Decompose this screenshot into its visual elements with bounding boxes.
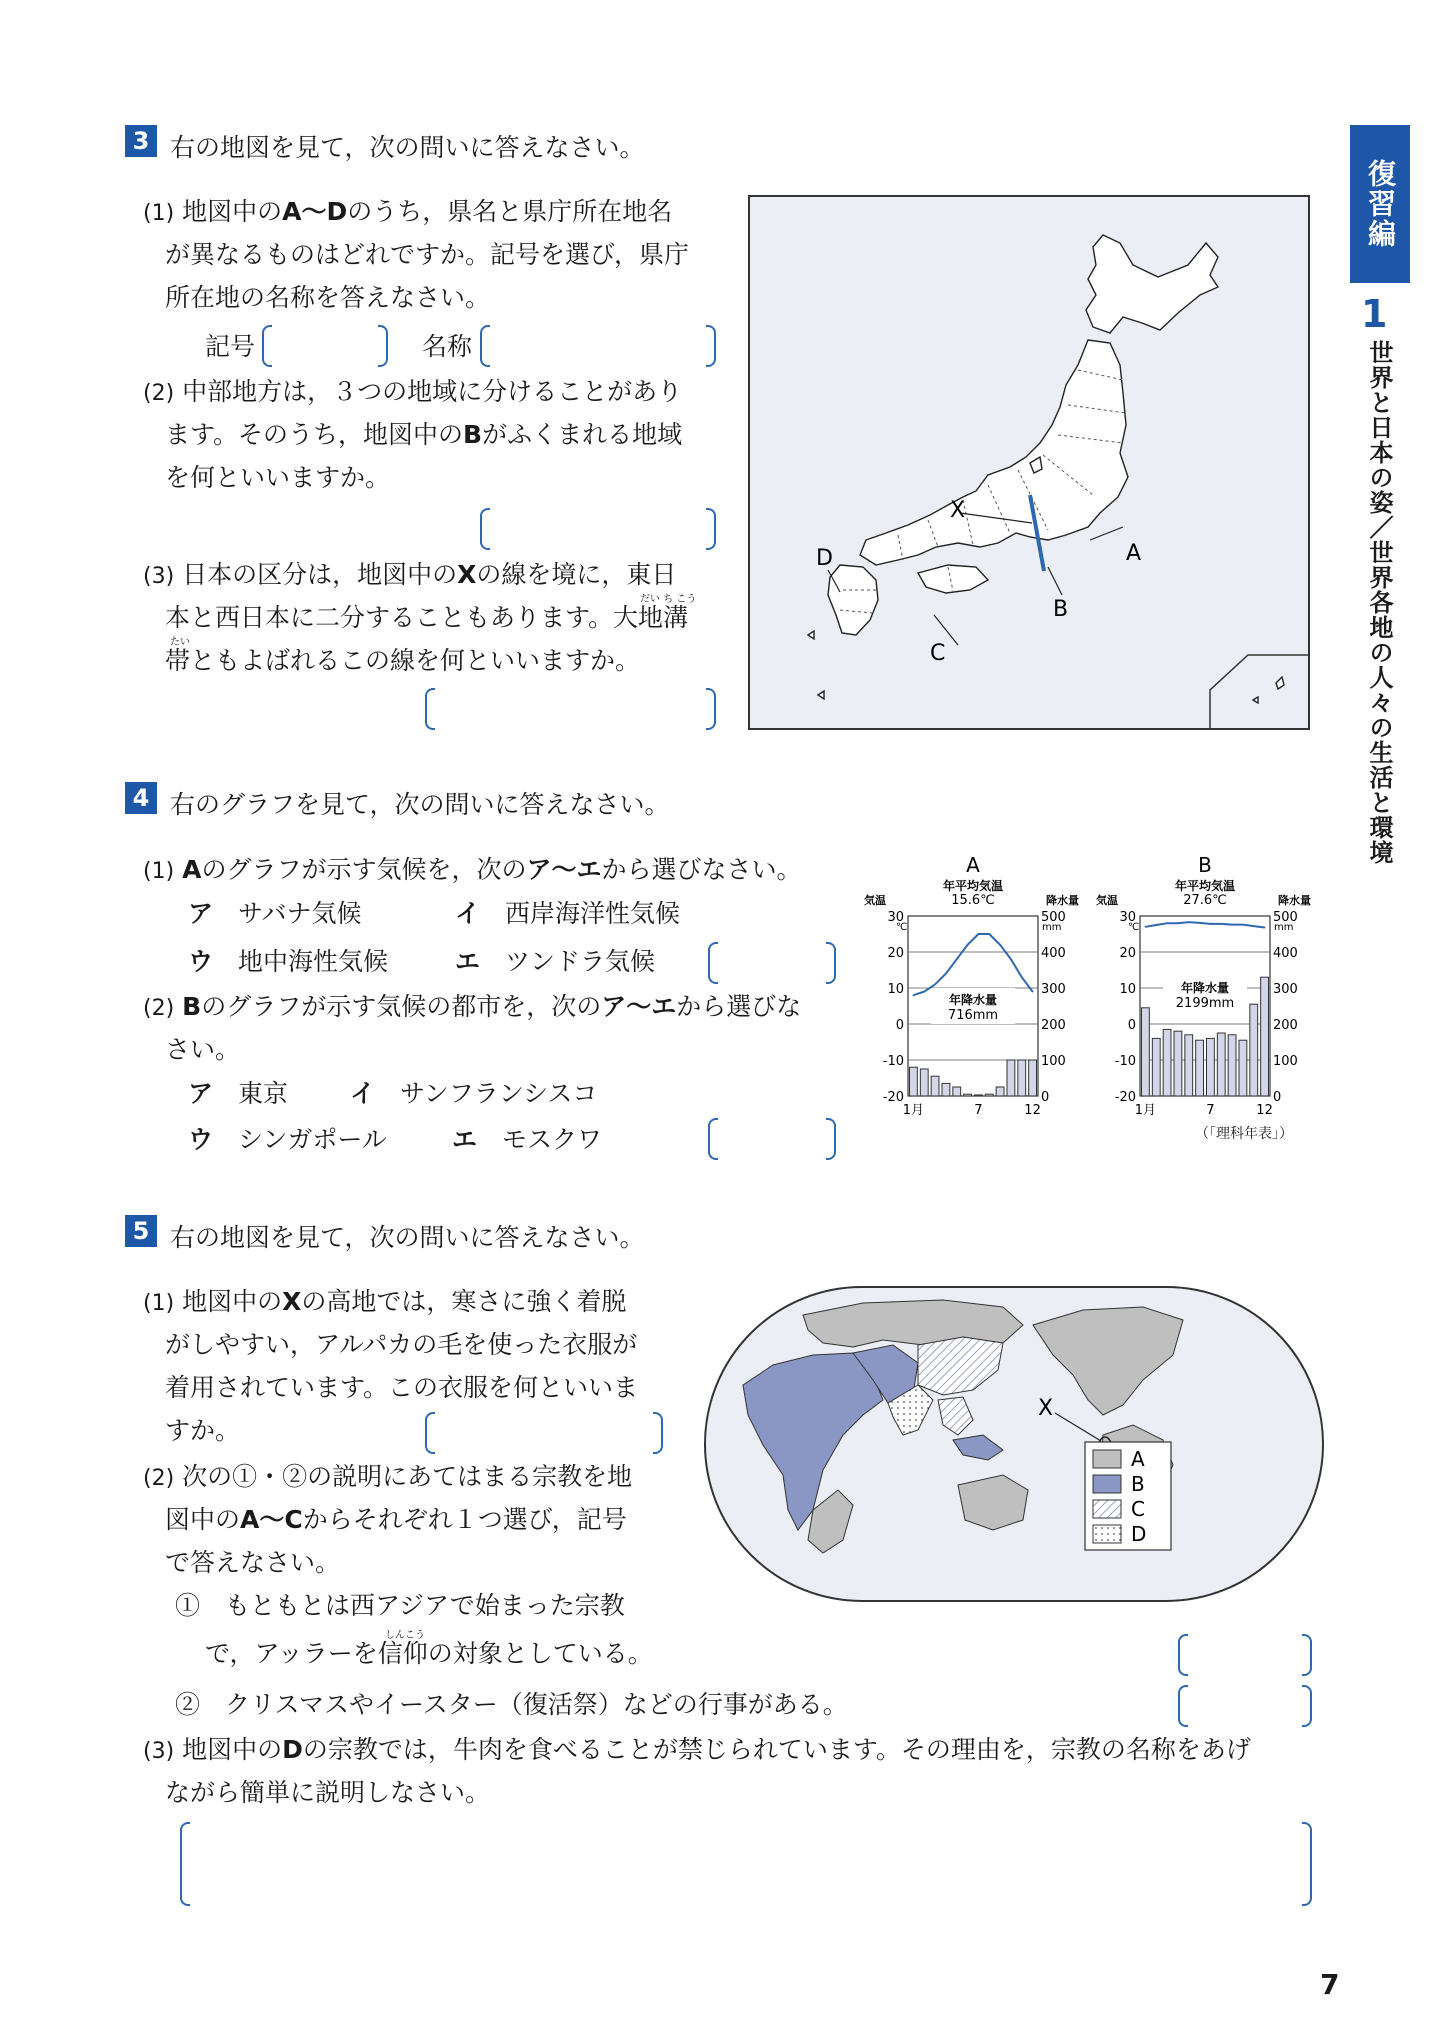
legend-swatch-d: [1093, 1525, 1121, 1543]
option-i: [455, 892, 680, 935]
right-tick-label: 100: [1041, 1054, 1066, 1069]
answer-bracket-close: [378, 325, 388, 367]
annotation-value: 2199mm: [1175, 996, 1235, 1011]
annotation-label: 年降水量: [1180, 981, 1230, 995]
s4-q2-line1: [143, 985, 801, 1030]
precipitation-bar: [1261, 977, 1269, 1096]
precipitation-bar: [1174, 1031, 1182, 1096]
s5-q2-choice1-line2: で，アッラーを信仰の対象としている。: [205, 1639, 653, 1668]
s5-q3-line2: ながら簡単に説明しなさい。: [165, 1778, 491, 1807]
answer-box-kigo[interactable]: [270, 325, 380, 367]
left-tick-label: -10: [1114, 1054, 1136, 1069]
chart-subtitle-value: 15.6℃: [951, 893, 995, 908]
ruby-daichiko: だい ち こう: [640, 594, 697, 605]
left-axis-title: 気温: [1096, 894, 1118, 907]
chart-source: （「理科年表」）: [1195, 1126, 1293, 1142]
temperature-point: [945, 973, 947, 975]
temperature-point: [1032, 991, 1034, 993]
x-tick-label: 1月: [1134, 1103, 1157, 1118]
right-unit: mm: [1274, 922, 1294, 933]
legend-label-b: B: [1131, 1472, 1145, 1496]
text: のグラフが示す気候を，次の: [201, 855, 527, 884]
left-tick-label: 10: [1119, 982, 1136, 997]
right-tick-label: 400: [1273, 946, 1298, 961]
s3-q2-line2: [165, 413, 682, 456]
chart-subtitle: 年平均気温: [942, 879, 1004, 893]
option-key: エ: [452, 1125, 478, 1154]
chapter-number: 1: [1361, 292, 1388, 336]
text: 地図中の: [182, 1735, 283, 1764]
option-u: [188, 940, 388, 983]
text: の線を境に，東日: [476, 560, 677, 589]
precipitation-bar: [1196, 1040, 1204, 1096]
text: B: [182, 992, 202, 1021]
s5-q3-line1: [143, 1728, 1251, 1773]
review-tab: 復習編: [1350, 125, 1410, 283]
left-tick-label: 20: [1119, 946, 1136, 961]
s3-q1-line2: が異なるものはどれですか。記号を選び，県庁: [165, 240, 690, 269]
precipitation-bar: [1018, 1060, 1026, 1096]
option-a: [188, 892, 362, 935]
temperature-point: [1188, 921, 1190, 923]
text: D: [282, 1735, 303, 1764]
temperature-point: [1220, 923, 1222, 925]
temperature-point: [1231, 924, 1233, 926]
answer-box-q2[interactable]: [488, 508, 708, 550]
annotation-label: 年降水量: [948, 993, 998, 1007]
text: B: [463, 420, 483, 449]
precipitation-bar: [1217, 1033, 1225, 1096]
s5-q2-line1: [143, 1455, 632, 1500]
answer-bracket-close: [706, 508, 716, 550]
text: から選びなさい。: [601, 855, 802, 884]
s4-q2-line2: さい。: [165, 1035, 241, 1064]
precipitation-bar: [1142, 1008, 1150, 1096]
text: 日本の区分は，地図中の: [182, 560, 458, 589]
temperature-point: [1253, 925, 1255, 927]
text: からそれぞれ１つ選び，記号: [302, 1505, 627, 1534]
chart-title: B: [1198, 853, 1212, 877]
q-number: (1): [143, 201, 175, 226]
s3-q2-line1: [143, 370, 682, 415]
precipitation-bar: [953, 1087, 961, 1096]
precipitation-bar: [1228, 1035, 1236, 1096]
option-value: ツンドラ気候: [505, 947, 656, 976]
option-key: ア: [188, 1079, 214, 1108]
option-e: [452, 1118, 602, 1161]
right-tick-label: 300: [1273, 982, 1298, 997]
precipitation-bar: [1152, 1038, 1160, 1096]
answer-box-s4q2[interactable]: [716, 1118, 828, 1160]
precipitation-bar: [931, 1076, 939, 1096]
s5-q1-line2: がしやすい，アルパカの毛を使った衣服が: [165, 1330, 638, 1359]
section-4-heading: 右のグラフを見て，次の問いに答えなさい。: [170, 790, 670, 819]
precipitation-bar: [1207, 1038, 1215, 1096]
map-label-a: A: [1126, 541, 1142, 566]
x-tick-label: 7: [974, 1103, 983, 1118]
left-tick-label: -20: [882, 1090, 904, 1105]
s5-q2-line3: で答えなさい。: [165, 1548, 341, 1577]
answer-bracket-close: [706, 688, 716, 730]
answer-box-meisho[interactable]: [488, 325, 708, 367]
temperature-point: [999, 944, 1001, 946]
legend-swatch-b: [1093, 1475, 1121, 1493]
text: 地図中の: [182, 1287, 283, 1316]
japan-map: [748, 195, 1310, 730]
chart-title: A: [966, 853, 980, 877]
temperature-point: [1210, 923, 1212, 925]
legend-swatch-c: [1093, 1500, 1121, 1518]
q-number: (2): [143, 381, 175, 406]
answer-bracket-close: [1302, 1685, 1312, 1727]
text: X: [282, 1287, 302, 1316]
text: A～C: [240, 1505, 303, 1534]
temperature-point: [956, 958, 958, 960]
temperature-point: [1242, 924, 1244, 926]
option-key: ウ: [188, 1125, 214, 1154]
left-tick-label: 0: [1127, 1018, 1136, 1033]
left-tick-label: 10: [887, 982, 904, 997]
s5-q1-line1: [143, 1280, 626, 1325]
right-unit: mm: [1042, 922, 1062, 933]
option-e: [455, 940, 655, 983]
text: 図中の: [165, 1505, 241, 1534]
s5-q2-choice1-line1: ① もともとは西アジアで始まった宗教: [175, 1591, 625, 1620]
q-number: (1): [143, 1291, 175, 1316]
annotation-value: 716mm: [947, 1008, 999, 1023]
temperature-point: [934, 984, 936, 986]
section-4-number: 4: [125, 782, 157, 814]
option-key: ア: [188, 899, 214, 928]
text: の宗教では，牛肉を食べることが禁じられています。その理由を，宗教の名称をあげ: [302, 1735, 1251, 1764]
precipitation-bar: [996, 1087, 1004, 1096]
x-tick-label: 12: [1024, 1103, 1041, 1118]
precipitation-bar: [942, 1083, 950, 1096]
temperature-point: [1199, 922, 1201, 924]
right-tick-label: 200: [1273, 1018, 1298, 1033]
chart-subtitle-value: 27.6℃: [1183, 893, 1227, 908]
option-value: 西岸海洋性気候: [505, 899, 681, 928]
answer-box-q3[interactable]: [433, 688, 708, 730]
page-number: 7: [1320, 1968, 1340, 2001]
q-number: (1): [143, 859, 175, 884]
right-tick-label: 300: [1041, 982, 1066, 997]
section-3-number: 3: [125, 125, 157, 157]
text: から選びな: [676, 992, 802, 1021]
climate-chart-b: [1092, 848, 1317, 1130]
option-value: モスクワ: [502, 1125, 603, 1154]
right-tick-label: 0: [1041, 1090, 1050, 1105]
left-tick-label: -20: [1114, 1090, 1136, 1105]
kigo-label: 記号: [205, 332, 256, 361]
s3-q2-line3: を何といいますか。: [165, 463, 391, 492]
precipitation-bar: [975, 1095, 983, 1096]
region-a-australia: [958, 1475, 1028, 1530]
legend-label-a: A: [1131, 1447, 1145, 1471]
option-value: シンガポール: [238, 1125, 387, 1154]
x-tick-label: 12: [1256, 1103, 1273, 1118]
map-label-b: B: [1053, 597, 1069, 622]
text: ア～エ: [601, 992, 677, 1021]
text: のうち，県名と県庁所在地名: [347, 197, 673, 226]
s4-q1-line1: [143, 848, 802, 893]
option-key: エ: [455, 947, 481, 976]
text: がふくまれる地域: [482, 420, 683, 449]
text: 次の①・②の説明にあてはまる宗教を地: [182, 1462, 633, 1491]
precipitation-bar: [985, 1094, 993, 1096]
s3-q3-line1: [143, 553, 676, 598]
answer-box-s5q1[interactable]: [433, 1412, 655, 1454]
s5-q2-choice2: ② クリスマスやイースター（復活祭）などの行事がある。: [175, 1690, 848, 1719]
text: 地図中の: [182, 197, 283, 226]
legend-label-c: C: [1131, 1497, 1145, 1521]
text: ア～エ: [526, 855, 602, 884]
temperature-point: [1021, 976, 1023, 978]
map-label-x: X: [1038, 1396, 1054, 1421]
precipitation-bar: [1029, 1060, 1037, 1096]
option-value: 地中海性気候: [238, 947, 389, 976]
temperature-point: [1010, 958, 1012, 960]
answer-bracket-close: [826, 1118, 836, 1160]
option-value: サバナ気候: [238, 899, 362, 928]
right-tick-label: 500: [1041, 910, 1066, 925]
answer-box-s5q3[interactable]: [190, 1822, 1302, 1906]
left-tick-label: 30: [1119, 910, 1136, 925]
option-i: [350, 1072, 597, 1115]
left-unit: ℃: [1128, 922, 1140, 933]
right-tick-label: 500: [1273, 910, 1298, 925]
text: X: [457, 560, 477, 589]
s5-q1-line3: 着用されています。この衣服を何といいま: [165, 1373, 639, 1402]
ruby-tai: たい: [170, 637, 190, 648]
chart-subtitle: 年平均気温: [1174, 879, 1236, 893]
right-tick-label: 400: [1041, 946, 1066, 961]
s5-q1-line4: すか。: [165, 1416, 241, 1445]
precipitation-bar: [1007, 1060, 1015, 1096]
s3-q3-line2: 本と西日本に二分することもあります。大地溝: [165, 603, 689, 632]
option-key: イ: [350, 1079, 376, 1108]
left-tick-label: 20: [887, 946, 904, 961]
left-tick-label: -10: [882, 1054, 904, 1069]
left-tick-label: 30: [887, 910, 904, 925]
temperature-point: [1155, 924, 1157, 926]
temperature-point: [967, 944, 969, 946]
left-unit: ℃: [896, 922, 908, 933]
temperature-point: [913, 994, 915, 996]
right-axis-title: 降水量: [1046, 894, 1079, 907]
q-number: (2): [143, 996, 175, 1021]
answer-bracket-close: [653, 1412, 663, 1454]
right-tick-label: 0: [1273, 1090, 1282, 1105]
q-number: (2): [143, 1466, 175, 1491]
x-tick-label: 1月: [902, 1103, 925, 1118]
s5-q2-line2: [165, 1498, 627, 1541]
text: A: [182, 855, 202, 884]
temperature-line: [913, 934, 1032, 995]
section-5-number: 5: [125, 1215, 157, 1247]
answer-bracket-open: [180, 1822, 190, 1906]
answer-bracket-close: [826, 942, 836, 984]
map-label-x: X: [950, 498, 966, 523]
precipitation-bar: [1163, 1029, 1171, 1096]
text: A～D: [282, 197, 348, 226]
right-tick-label: 100: [1273, 1054, 1298, 1069]
right-tick-label: 200: [1041, 1018, 1066, 1033]
answer-box-s5q2-2[interactable]: [1186, 1685, 1304, 1727]
answer-box-s4q1[interactable]: [716, 942, 828, 984]
option-a: [188, 1072, 288, 1115]
section-5-heading: 右の地図を見て，次の問いに答えなさい。: [170, 1223, 645, 1252]
s3-q3-line3: 帯ともよばれるこの線を何といいますか。: [165, 646, 641, 675]
precipitation-bar: [1250, 1004, 1258, 1096]
climate-chart-a: [860, 848, 1085, 1130]
option-u: [188, 1118, 387, 1161]
map-label-c: C: [930, 641, 946, 666]
legend-swatch-a: [1093, 1450, 1121, 1468]
option-value: サンフランシスコ: [400, 1079, 598, 1108]
temperature-line: [1145, 922, 1264, 927]
map-legend: [1085, 1442, 1171, 1550]
q-number: (3): [143, 564, 175, 589]
section-3-heading: 右の地図を見て，次の問いに答えなさい。: [170, 133, 645, 162]
option-key: イ: [455, 899, 481, 928]
precipitation-bar: [964, 1094, 972, 1096]
answer-box-s5q2-1[interactable]: [1186, 1634, 1304, 1676]
chapter-title: 世界と日本の姿／世界各地の人々の生活と環境: [1365, 340, 1393, 865]
left-axis-title: 気温: [864, 894, 886, 907]
precipitation-bar: [1239, 1040, 1247, 1096]
s3-q1-line1: [143, 190, 672, 235]
right-axis-title: 降水量: [1278, 894, 1311, 907]
option-key: ウ: [188, 947, 214, 976]
text: 中部地方は，３つの地域に分けることがあり: [182, 377, 683, 406]
temperature-point: [978, 933, 980, 935]
map-label-d: D: [816, 546, 833, 571]
text: のグラフが示す気候の都市を，次の: [201, 992, 602, 1021]
answer-bracket-close: [706, 325, 716, 367]
precipitation-bar: [1185, 1035, 1193, 1096]
precipitation-bar: [910, 1067, 918, 1096]
text: ます。そのうち，地図中の: [165, 420, 464, 449]
temperature-point: [923, 991, 925, 993]
answer-bracket-close: [1302, 1634, 1312, 1676]
q-number: (3): [143, 1739, 175, 1764]
text: の高地では，寒さに強く着脱: [301, 1287, 627, 1316]
temperature-point: [1145, 926, 1147, 928]
left-tick-label: 0: [895, 1018, 904, 1033]
precipitation-bar: [920, 1069, 928, 1096]
temperature-point: [1177, 922, 1179, 924]
world-map: [703, 1285, 1325, 1603]
temperature-point: [1264, 927, 1266, 929]
legend-label-d: D: [1131, 1522, 1147, 1546]
answer-bracket-close: [1302, 1822, 1312, 1906]
x-tick-label: 7: [1206, 1103, 1215, 1118]
ruby-shinko: しんこう: [385, 1630, 425, 1641]
meisho-label: 名称: [422, 332, 473, 361]
temperature-point: [988, 933, 990, 935]
temperature-point: [1166, 922, 1168, 924]
s3-q1-line3: 所在地の名称を答えなさい。: [165, 283, 491, 312]
option-value: 東京: [238, 1079, 289, 1108]
